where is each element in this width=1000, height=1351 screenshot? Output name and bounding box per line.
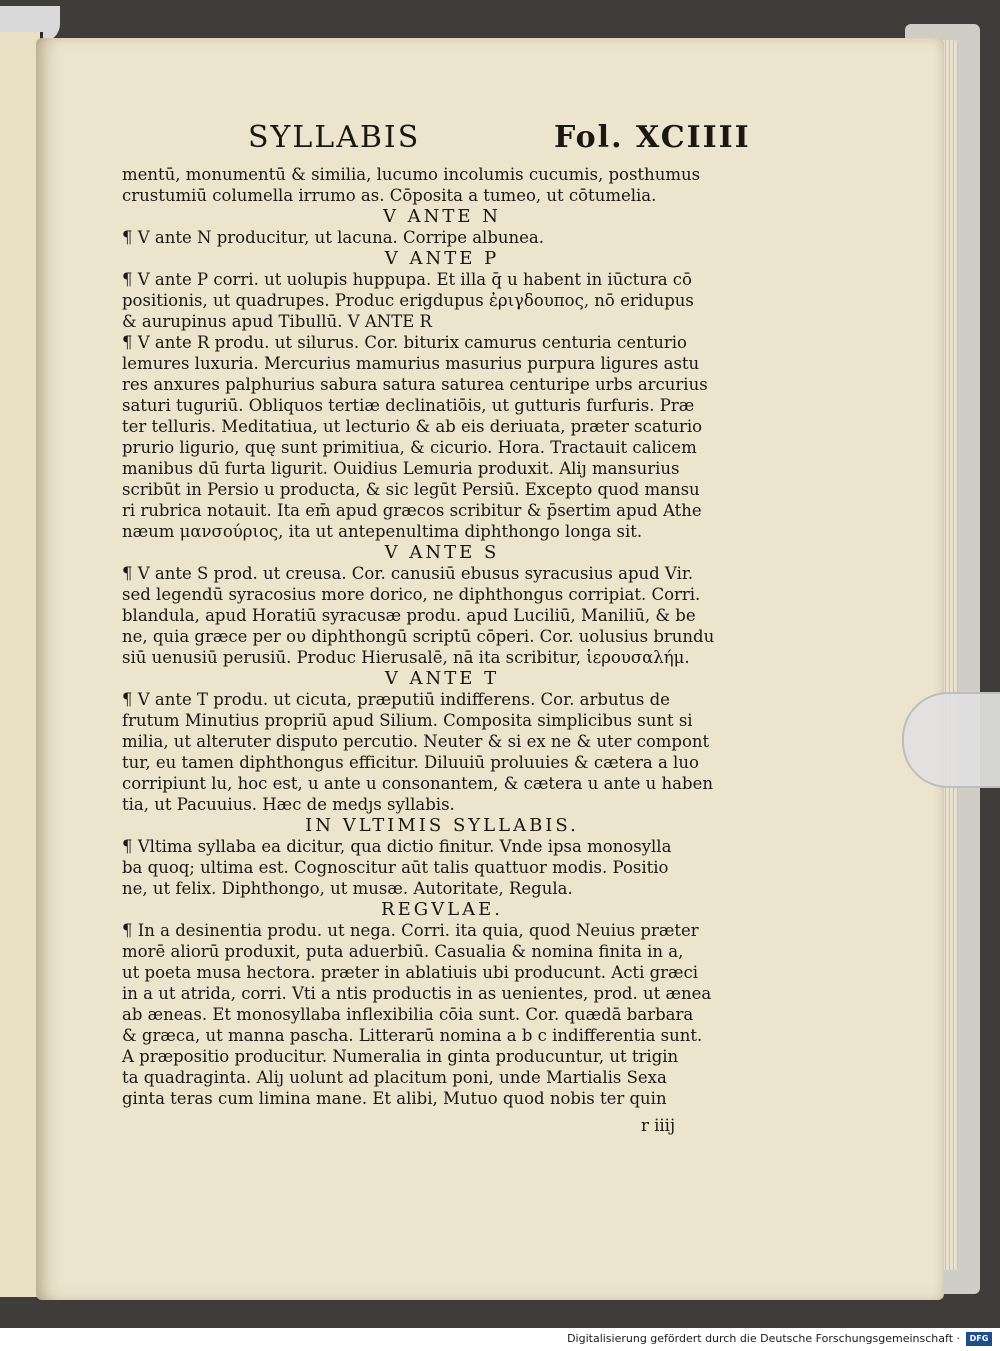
text-line: ab æneas. Et monosyllaba inflexibilia cōia sunt. Cor. quædā barbara xyxy=(122,1005,694,1024)
text-line: manibus dū furta ligurit. Ouidius Lemuria produxit. Aliȷ mansurius xyxy=(122,459,680,478)
text-line: mentū, monumentū & similia, lucumo incolumis cucumis, posthumus xyxy=(122,165,701,184)
section-heading: IN VLTIMIS SYLLABIS. xyxy=(305,815,579,836)
text-line: in a ut atrida, corri. Vti a ntis productis in as uenientes, prod. ut ænea xyxy=(122,984,712,1003)
text-line: prurio ligurio, quę sunt primitiua, & cicurio. Hora. Tractauit calicem xyxy=(122,438,697,457)
text-line: ¶ V ante S prod. ut creusa. Cor. canusiū ebusus syracusius apud Vir. xyxy=(122,564,694,583)
text-line: ter telluris. Meditatiua, ut lecturio & ab eis deriuata, præter scaturio xyxy=(122,417,703,436)
section-heading: V ANTE P xyxy=(384,248,500,269)
section-heading: V ANTE N xyxy=(382,206,502,227)
section-heading: REGVLAE. xyxy=(381,899,503,920)
text-line: & græca, ut manna pascha. Litterarū nomina a b c indifferentia sunt. xyxy=(122,1026,703,1045)
running-head-title: SYLLABIS xyxy=(248,120,421,155)
text-line: sed legendū syracosius more dorico, ne diphthongus corripiat. Corri. xyxy=(122,585,701,604)
text-line: morē aliorū produxit, puta aduerbiū. Casualia & nomina finita in a, xyxy=(122,942,684,961)
text-line: ri rubrica notauit. Ita em̄ apud græcos scribitur & p̄sertim apud Athe xyxy=(122,501,702,520)
text-line: siū uenusiū perusiū. Produc Hierusalē, nā ita scribitur, ἱερουσαλήμ. xyxy=(122,648,690,667)
text-line: næum μανσούριος, ita ut antepenultima diphthongo longa sit. xyxy=(122,522,643,541)
text-line: ne, quia græce per ου diphthongū scriptū cōperi. Cor. uolusius brundu xyxy=(122,627,715,646)
text-line: frutum Minutius propriū apud Silium. Composita simplicibus sunt si xyxy=(122,711,693,730)
text-lines xyxy=(122,164,762,1109)
section-heading: V ANTE T xyxy=(384,668,500,689)
text-line: ¶ V ante N producitur, ut lacuna. Corripe albunea. xyxy=(122,228,544,247)
text-line: ¶ In a desinentia produ. ut nega. Corri. ita quia, quod Neuius præter xyxy=(122,921,699,940)
text-line: tia, ut Pacuuius. Hæc de medȷs syllabis. xyxy=(122,795,455,814)
text-line: tur, eu tamen diphthongus efficitur. Diluuiū proluuies & cætera a luo xyxy=(122,753,699,772)
text-line: ¶ V ante P corri. ut uolupis huppupa. Et illa q̄ u habent in iūctura cō xyxy=(122,270,692,289)
text-line: corripiunt lu, hoc est, u ante u consonantem, & cætera u ante u haben xyxy=(122,774,713,793)
text-line: ut poeta musa hectora. præter in ablatiuis ubi producunt. Acti græci xyxy=(122,963,699,982)
text-line: ta quadraginta. Aliȷ uolunt ad placitum poni, unde Martialis Sexa xyxy=(122,1068,667,1087)
text-line: ginta teras cum limina mane. Et alibi, Mutuo quod nobis ter quin xyxy=(122,1089,667,1108)
text-line: ¶ V ante R produ. ut silurus. Cor. biturix camurus centuria centurio xyxy=(122,333,687,352)
text-line: ¶ V ante T produ. ut cicuta, præputiū indifferens. Cor. arbutus de xyxy=(122,690,670,709)
text-line: saturi tuguriū. Obliquos tertiæ declinatiōis, ut gutturis furfuris. Præ xyxy=(122,396,695,415)
dfg-logo: DFG xyxy=(966,1332,992,1346)
folio-number: Fol. XCIIII xyxy=(554,120,751,155)
text-line: ba quoq; ultima est. Cognoscitur aūt talis quattuor modis. Positio xyxy=(122,858,669,877)
text-line: scribūt in Persio u producta, & sic legūt Persiū. Excepto quod mansu xyxy=(122,480,700,499)
signature-mark: r iiij xyxy=(641,1116,676,1135)
text-line: lemures luxuria. Mercurius mamurius masurius purpura ligures astu xyxy=(122,354,700,373)
page-clip xyxy=(902,692,1000,788)
text-line: ¶ Vltima syllaba ea dicitur, qua dictio finitur. Vnde ipsa monosylla xyxy=(122,837,672,856)
text-line: res anxures palphurius sabura satura saturea centuripe urbs arcurius xyxy=(122,375,708,394)
text-line: milia, ut alteruter disputo percutio. Neuter & si ex ne & uter compont xyxy=(122,732,710,751)
footer-band xyxy=(0,1328,1000,1351)
text-line: crustumiū columella irrumo as. Cōposita a tumeo, ut cōtumelia. xyxy=(122,186,657,205)
text-line: blandula, apud Horatiū syracusæ produ. apud Luciliū, Maniliū, & be xyxy=(122,606,696,625)
section-heading: V ANTE S xyxy=(384,542,500,563)
text-line: A præpositio producitur. Numeralia in ginta producuntur, ut trigin xyxy=(122,1047,679,1066)
text-line: positionis, ut quadrupes. Produc erigdupus ἐριγδουπος, nō eridupus xyxy=(122,291,694,310)
text-line: & aurupinus apud Tibullū. V ANTE R xyxy=(122,312,432,331)
footer-credit: Digitalisierung gefördert durch die Deutsche Forschungsgemeinschaft · xyxy=(567,1332,960,1345)
text-line: ne, ut felix. Diphthongo, ut musæ. Autoritate, Regula. xyxy=(122,879,573,898)
page-text xyxy=(122,118,762,1109)
running-head xyxy=(122,118,762,164)
